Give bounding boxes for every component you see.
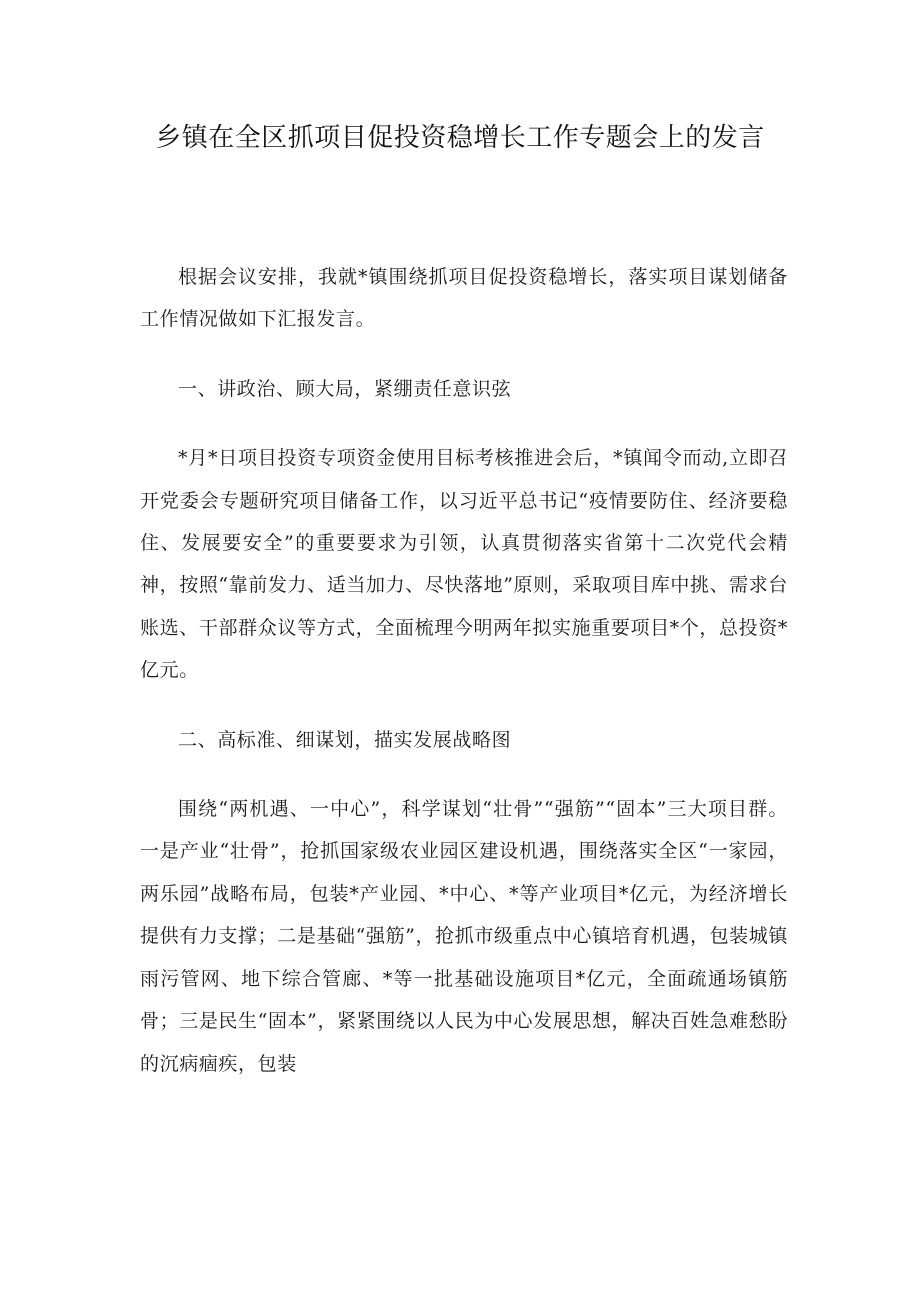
document-title: 乡镇在全区抓项目促投资稳增长工作专题会上的发言 xyxy=(155,123,765,153)
section-2-heading: 二、高标准、细谋划，描实发展战略图 xyxy=(178,728,512,751)
section-1-heading: 一、讲政治、顾大局，紧绷责任意识弦 xyxy=(178,377,512,400)
document-body xyxy=(140,256,788,1112)
intro-paragraph: 根据会议安排，我就*镇围绕抓项目促投资稳增长，落实项目谋划储备工作情况做如下汇报发言。 xyxy=(140,266,788,331)
section-1-paragraph: *月*日项目投资专项资金使用目标考核推进会后，*镇闻令而动,立即召开党委会专题研究项目储备工作，以习近平总书记“疫情要防住、经济要稳住、发展要安全”的重要要求为引领，认真贯彻落实省第十二次党代会精神，按照“靠前发力、适当加力、尽快落地”原则，采取项目库中挑、需求台账选、干部群众议等方式，全面梳理今明两年拟实施重要项目*个，总投资*亿元。 xyxy=(140,447,788,682)
section-2-paragraph: 围绕“两机遇、一中心”，科学谋划“壮骨”“强筋”“固本”三大项目群。一是产业“壮骨”，抢抓国家级农业园区建设机遇，围绕落实全区“一家园，两乐园”战略布局，包装*产业园、*中心、*等产业项目*亿元，为经济增长提供有力支撑；二是基础“强筋”，抢抓市级重点中心镇培育机遇，包装城镇雨污管网、地下综合管廊、*等一批基础设施项目*亿元，全面疏通场镇筋骨；三是民生“固本”，紧紧围绕以人民为中心发展思想，解决百姓急难愁盼的沉病痼疾，包装 xyxy=(140,798,788,1075)
